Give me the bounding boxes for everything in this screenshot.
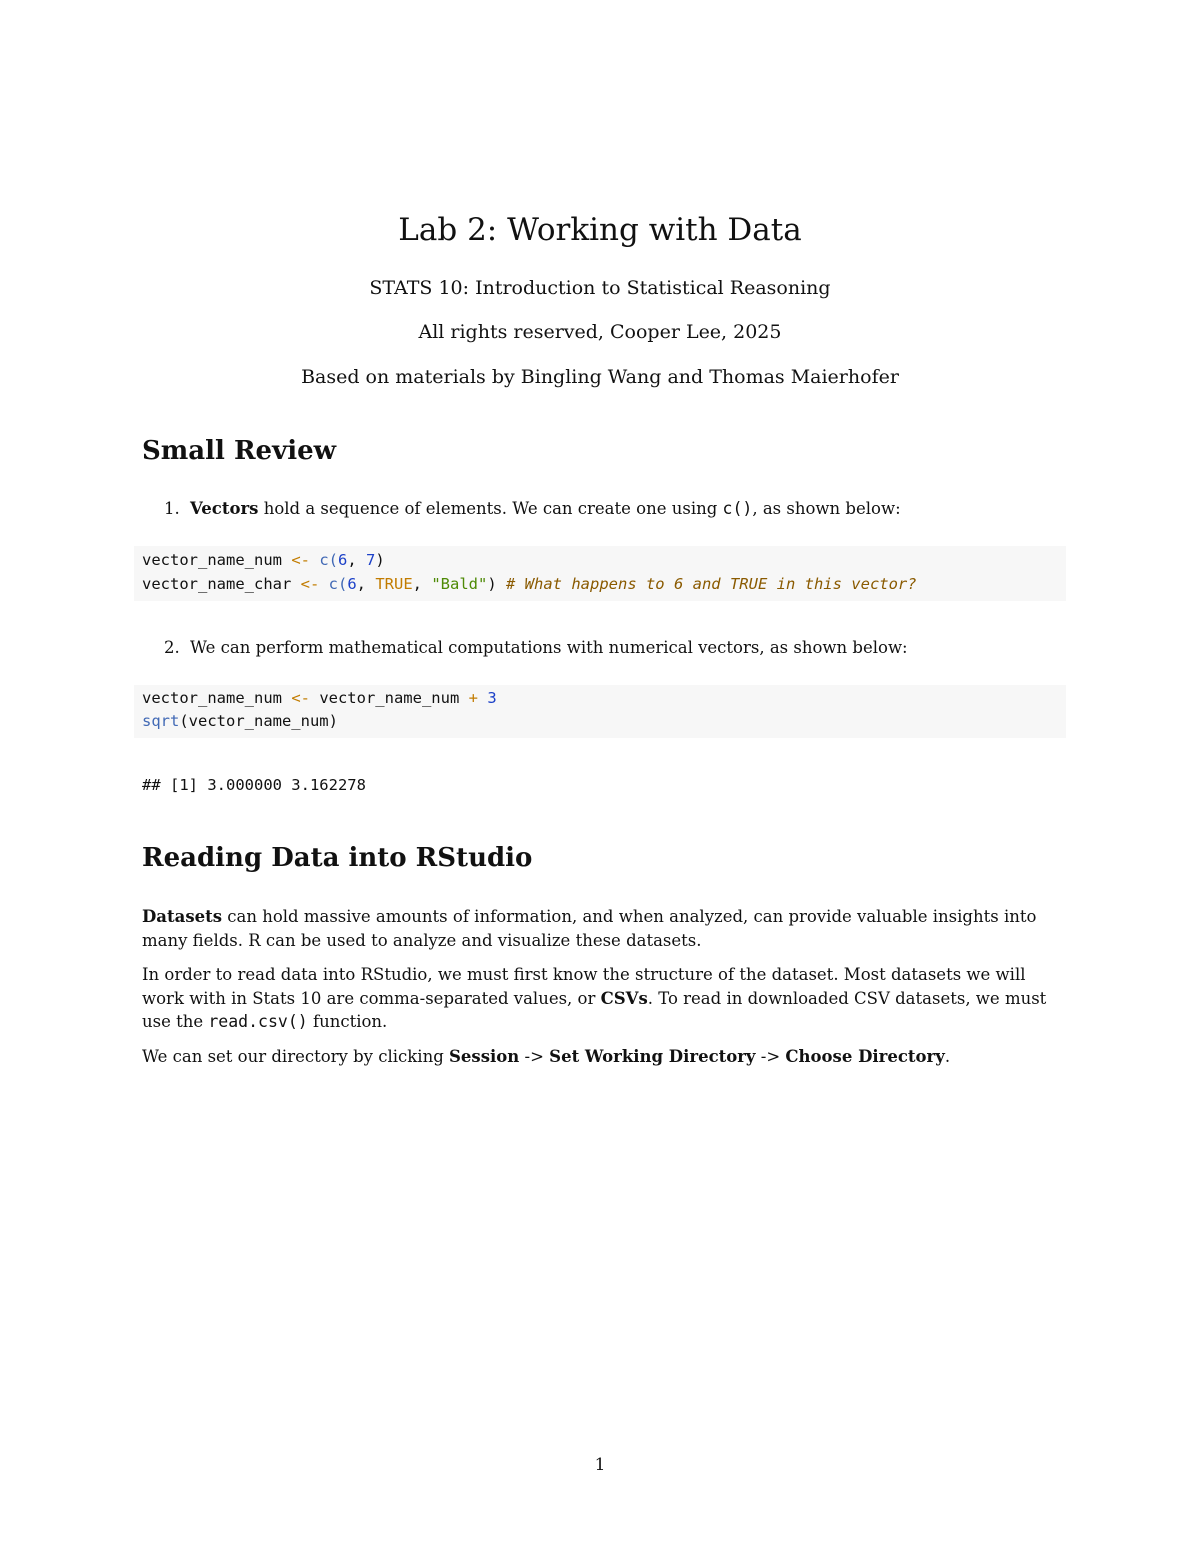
- code-line: [142, 551, 385, 569]
- paragraph-text: . To read in downloaded CSV datasets, we must use the: [142, 988, 1047, 1031]
- code-function: sqrt: [142, 712, 180, 730]
- code-number: 6: [347, 575, 357, 593]
- code-token: vector_name_num: [142, 689, 292, 707]
- code-block-vectors: [134, 546, 1066, 601]
- code-block-computation: [134, 685, 1066, 738]
- paragraph-text: function.: [307, 1012, 388, 1031]
- paragraph-text: .: [944, 1047, 951, 1066]
- code-operator: +: [468, 689, 478, 707]
- code-token: ): [487, 575, 506, 593]
- code-token: ,: [356, 575, 376, 593]
- code-operator: <-: [291, 551, 310, 569]
- code-function: c(: [309, 551, 338, 569]
- credits-line: Based on materials by Bingling Wang and Thomas Maierhofer: [301, 366, 899, 388]
- code-token: ,: [412, 575, 432, 593]
- paragraph-csv: [142, 963, 1062, 1034]
- code-operator: <-: [291, 689, 310, 707]
- code-function: c(: [319, 575, 348, 593]
- code-comment: # What happens to 6 and TRUE in this vector?: [506, 575, 917, 593]
- page-number: 1: [594, 1455, 606, 1475]
- menu-path-set-working-directory: Set Working Directory: [549, 1047, 756, 1066]
- code-number: 7: [366, 551, 376, 569]
- menu-arrow: ->: [519, 1047, 550, 1066]
- list-number: 2.: [164, 638, 180, 657]
- menu-path-session: Session: [449, 1047, 520, 1066]
- menu-path-choose-directory: Choose Directory: [785, 1047, 945, 1066]
- code-line: [142, 712, 338, 730]
- code-number: 6: [337, 551, 348, 569]
- code-token: vector_name_num: [309, 689, 469, 707]
- section-heading-small-review: Small Review: [142, 436, 336, 466]
- code-output: ## [1] 3.000000 3.162278: [142, 776, 366, 794]
- inline-code: read.csv(): [208, 1012, 308, 1031]
- menu-arrow: ->: [755, 1047, 786, 1066]
- paragraph-directory: [142, 1045, 1062, 1069]
- list-number: 1.: [164, 499, 180, 518]
- section-heading-reading-data: Reading Data into RStudio: [142, 843, 533, 873]
- list-text: We can perform mathematical computations with numerical vectors, as shown below:: [190, 638, 908, 657]
- code-constant: TRUE: [375, 575, 413, 593]
- paragraph-datasets: [142, 905, 1062, 952]
- list-item-computations: [164, 638, 908, 657]
- list-text: , as shown below:: [752, 499, 901, 518]
- term-csvs: CSVs: [600, 988, 648, 1008]
- code-operator: <-: [300, 575, 320, 593]
- code-token: (vector_name_num): [179, 712, 338, 730]
- code-number: 3: [487, 689, 497, 707]
- code-token: ): [375, 551, 385, 569]
- inline-code: c(): [722, 499, 753, 518]
- code-string: "Bald": [431, 575, 488, 593]
- paragraph-text: can hold massive amounts of information, and when analyzed, can provide valuable insights into many fields. R can be used to analyze and visualize these datasets.: [142, 907, 1037, 950]
- course-subtitle: STATS 10: Introduction to Statistical Reasoning: [369, 277, 831, 299]
- paragraph-text: In order to read data into RStudio, we must first know the structure of the dataset. Most datasets we will work with in Stats 10 are comma-separated values, or: [142, 965, 1026, 1008]
- code-line: [142, 689, 497, 707]
- document-title: Lab 2: Working with Data: [398, 212, 802, 248]
- term-datasets: Datasets: [142, 907, 223, 926]
- term-vectors: Vectors: [190, 499, 259, 518]
- list-text: hold a sequence of elements. We can create one using: [258, 499, 723, 518]
- code-line: [142, 575, 917, 593]
- rights-notice: All rights reserved, Cooper Lee, 2025: [418, 321, 782, 343]
- code-token: ,: [347, 551, 366, 569]
- paragraph-text: We can set our directory by clicking: [142, 1047, 449, 1066]
- code-token: vector_name_num: [142, 551, 292, 569]
- list-item-vectors: [164, 499, 901, 518]
- code-token: vector_name_char: [142, 575, 301, 593]
- code-token: [478, 689, 487, 707]
